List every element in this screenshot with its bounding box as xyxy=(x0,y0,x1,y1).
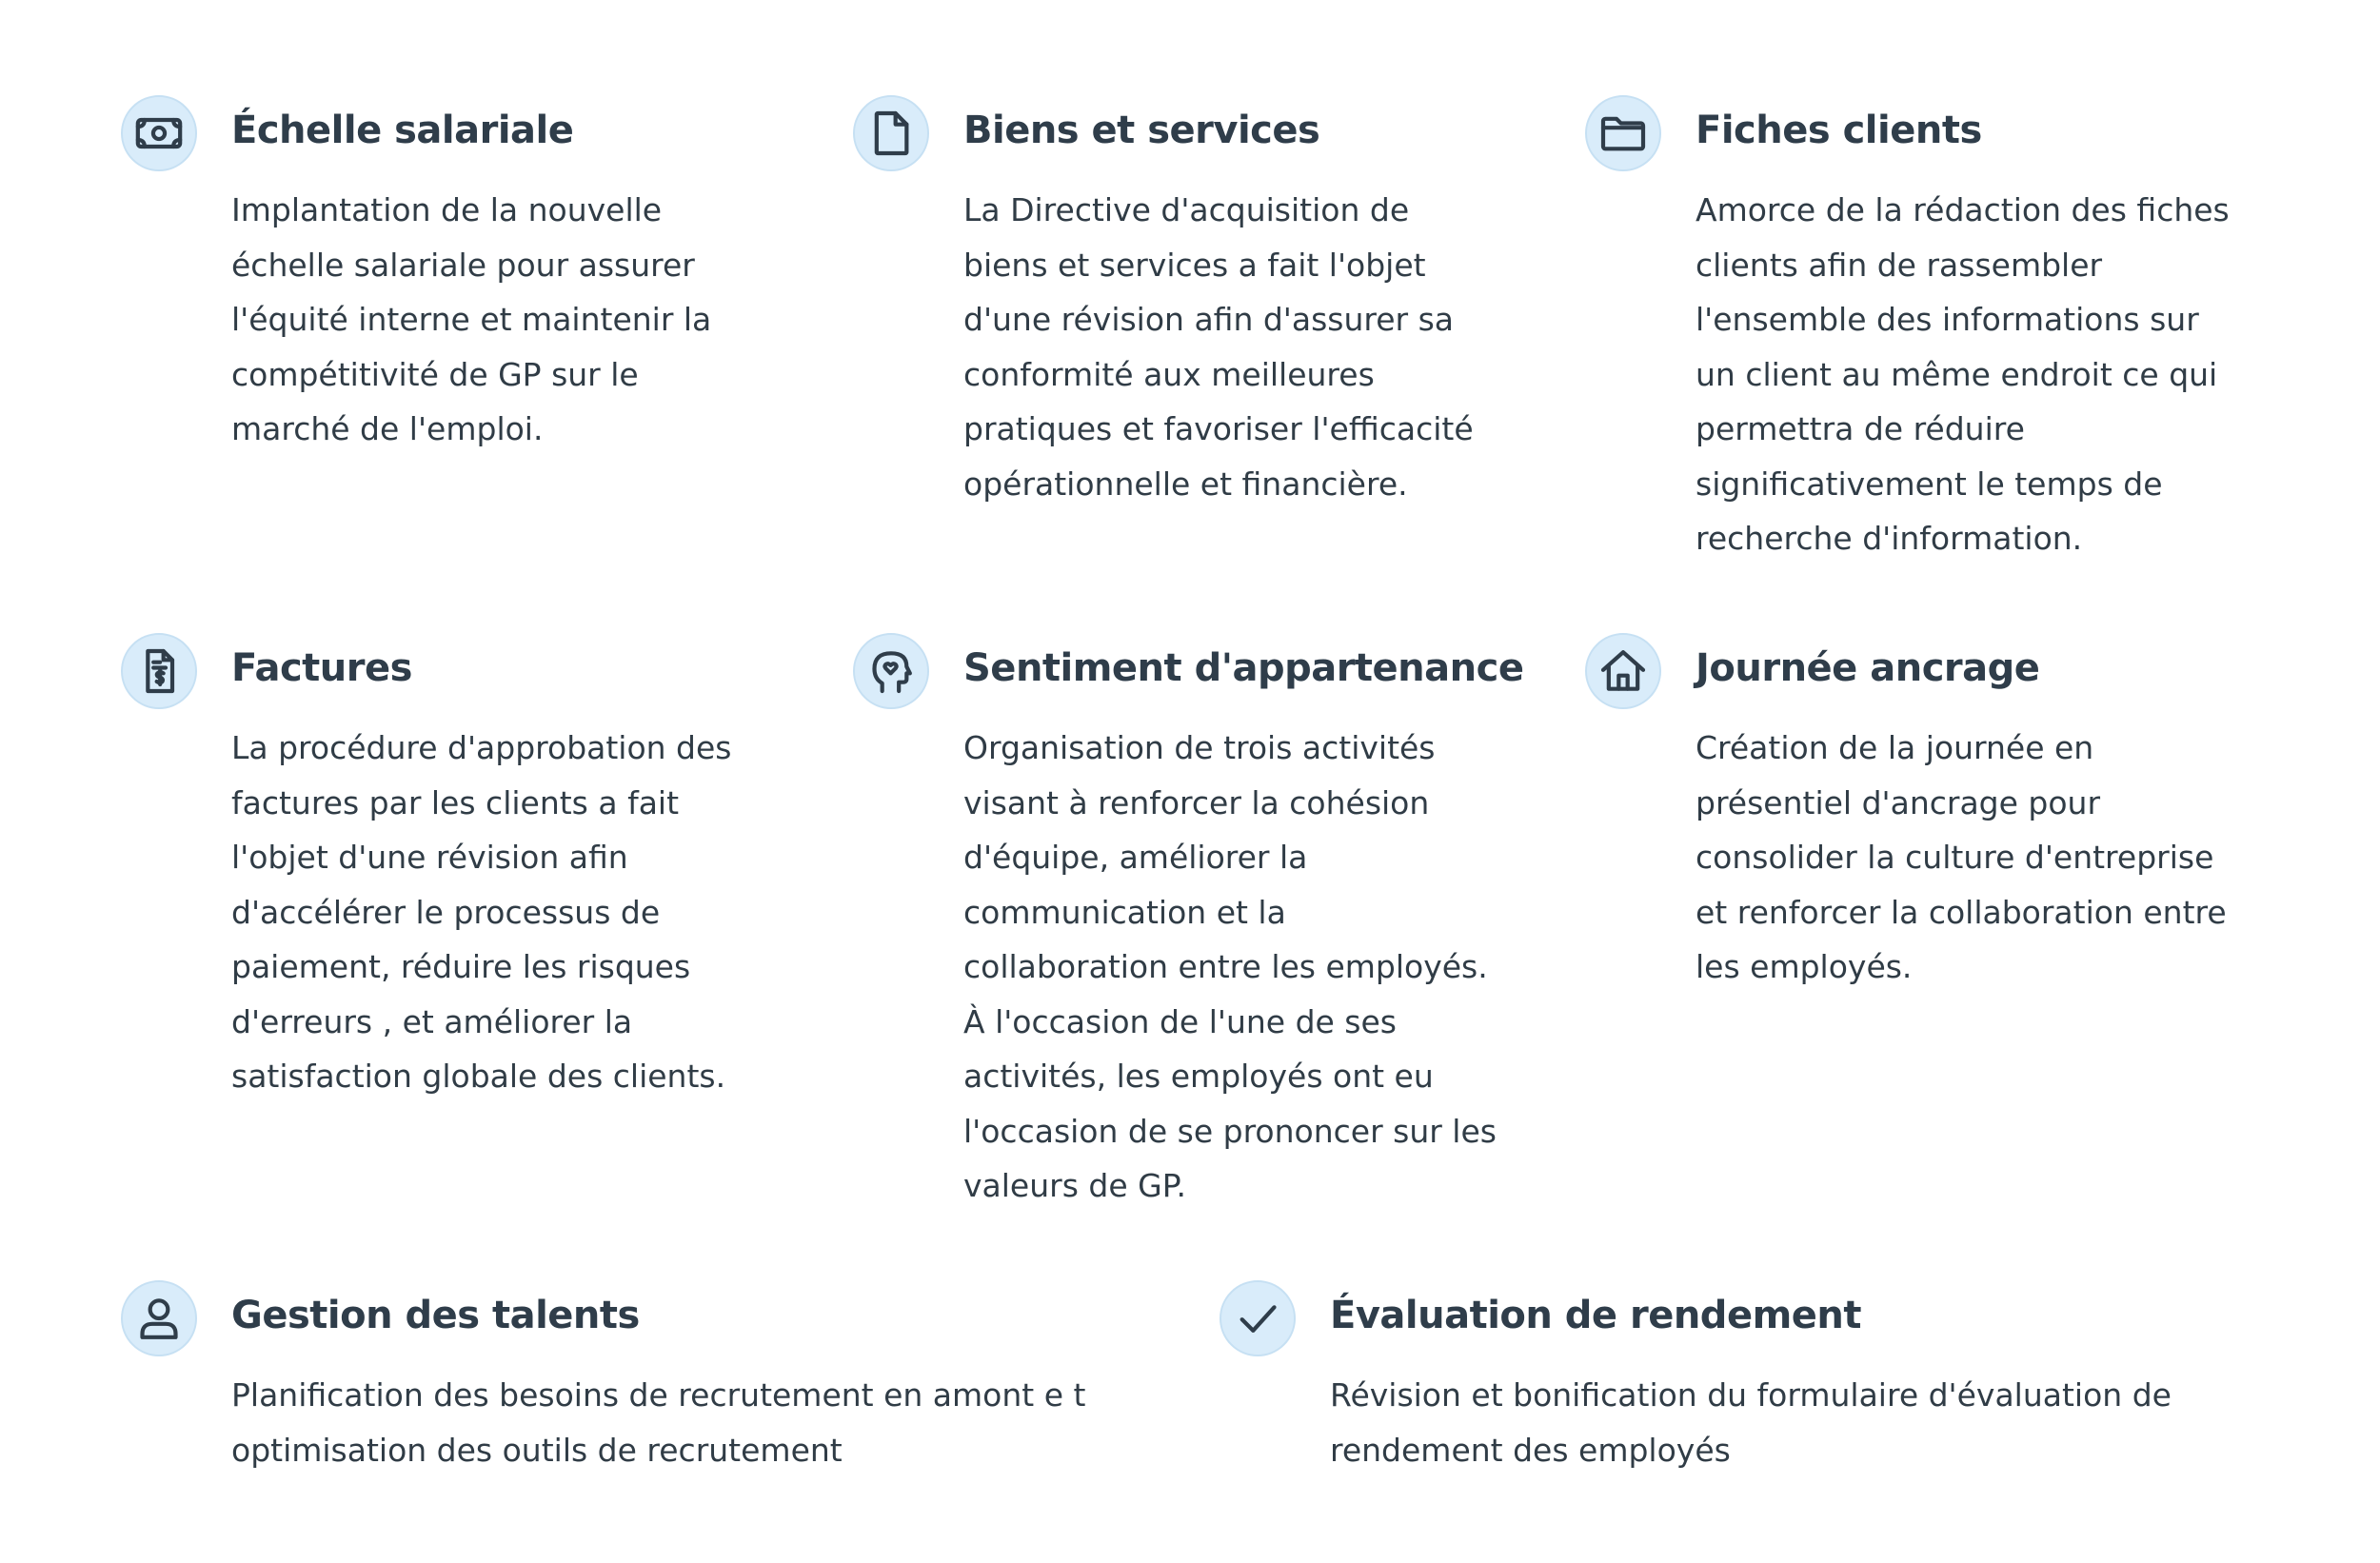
card-description: La Directive d'acquisition de biens et services a fait l'objet d'une révision afin d'assurer sa conformité aux meilleures pratiques et favoriser l'efficacité opérationnelle et financière. xyxy=(963,191,1474,503)
card-title: Biens et services xyxy=(963,109,1320,152)
head-heart-icon xyxy=(853,633,929,709)
card-description: Planification des besoins de recrutement en amont e t optimisation des outils de recrutement xyxy=(231,1376,1086,1469)
card-title: Journée ancrage xyxy=(1696,646,2040,690)
card-title: Évaluation de rendement xyxy=(1330,1294,1861,1337)
card-title: Factures xyxy=(231,646,412,690)
card-description: Création de la journée en présentiel d'ancrage pour consolider la culture d'entreprise et renforcer la collaboration entre les employés. xyxy=(1696,729,2227,985)
money-icon xyxy=(121,95,197,171)
card-description: La procédure d'approbation des factures par les clients a fait l'objet d'une révision afin d'accélérer le processus de paiement, réduire les risques d'erreurs , et améliorer la satisfaction globale des clients. xyxy=(231,729,732,1095)
card-title: Sentiment d'appartenance xyxy=(963,646,1524,690)
user-icon xyxy=(121,1280,197,1356)
card-title: Gestion des talents xyxy=(231,1294,640,1337)
invoice-icon xyxy=(121,633,197,709)
card-description: Amorce de la rédaction des fiches clients afin de rassembler l'ensemble des informations sur un client au même endroit ce qui permettra de réduire significativement le temps de recherche d'information. xyxy=(1696,191,2230,557)
card-description: Implantation de la nouvelle échelle salariale pour assurer l'équité interne et maintenir la compétitivité de GP sur le marché de l'emploi. xyxy=(231,191,712,447)
folder-icon xyxy=(1585,95,1661,171)
checkmark-icon xyxy=(1220,1280,1296,1356)
card-description: Organisation de trois activités visant à renforcer la cohésion d'équipe, améliorer la communication et la collaboration entre les employés. À l'occasion de l'une de ses activités, les employés ont eu l'occasion de se prononcer sur les valeurs de GP. xyxy=(963,729,1497,1204)
card-title: Échelle salariale xyxy=(231,109,574,152)
card-title: Fiches clients xyxy=(1696,109,1982,152)
home-icon xyxy=(1585,633,1661,709)
card-description: Révision et bonification du formulaire d'évaluation de rendement des employés xyxy=(1330,1376,2172,1469)
document-icon xyxy=(853,95,929,171)
